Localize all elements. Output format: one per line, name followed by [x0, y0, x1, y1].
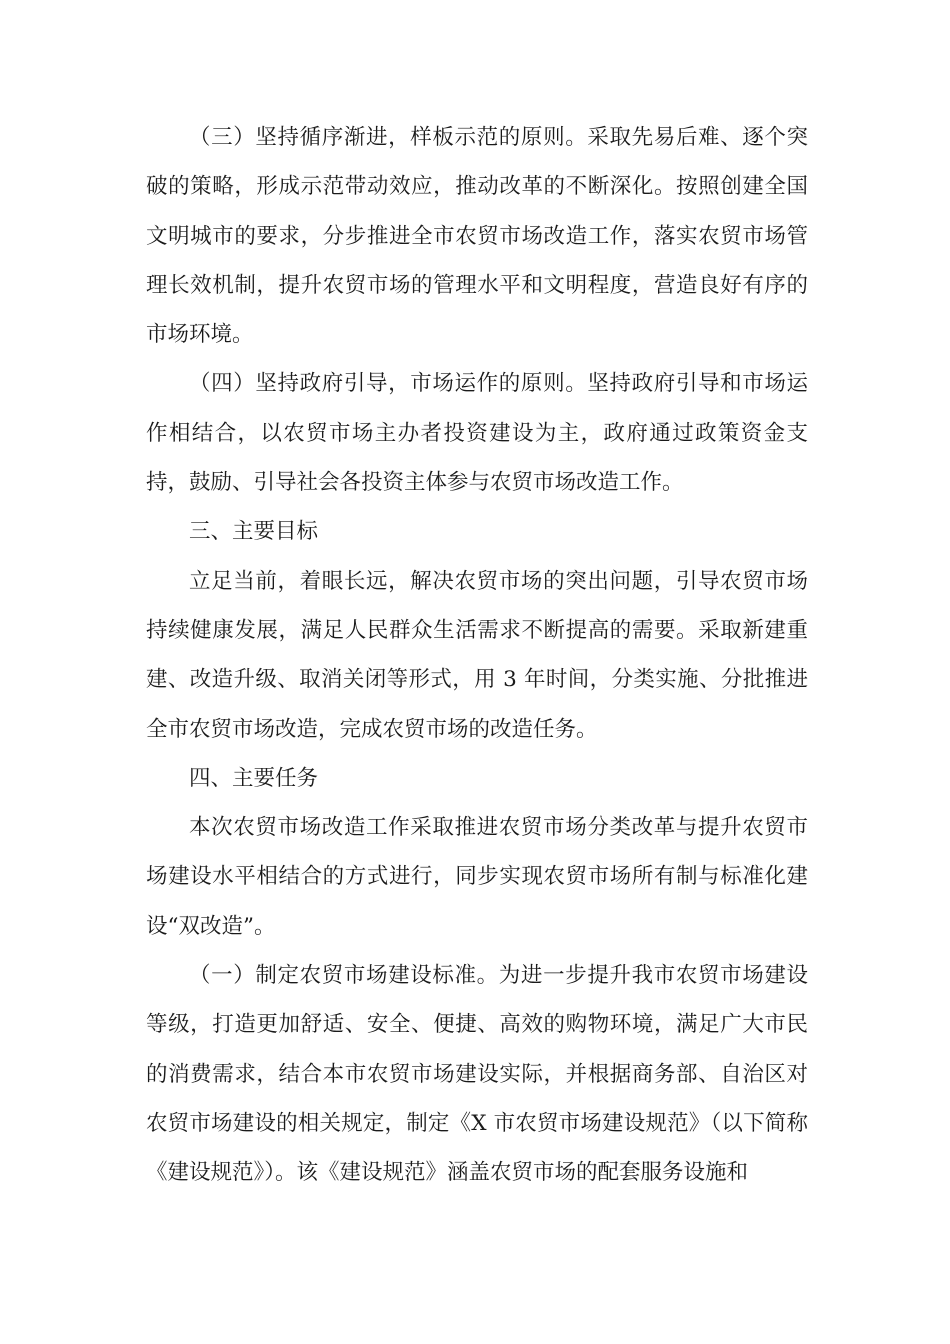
section-heading-main-tasks: 四、主要任务	[189, 765, 319, 791]
paragraph-task-1: （一）制定农贸市场建设标准。为进一步提升我市农贸市场建设等级，打造更加舒适、安全、便捷、高效的购物环境，满足广大市民的消费需求，结合本市农贸市场建设实际，并根据商务部、自治区对农贸市场建设的相关规定，制定《X 市农贸市场建设规范》（以下简称《建设规范》）。该《建设规范》涵盖农贸市场的配套服务设施和	[146, 963, 808, 1186]
section-heading-main-goals: 三、主要目标	[189, 519, 319, 545]
paragraph-principle-3: （三）坚持循序渐进，样板示范的原则。采取先易后难、逐个突破的策略，形成示范带动效应，推动改革的不断深化。按照创建全国文明城市的要求，分步推进全市农贸市场改造工作，落实农贸市场管理长效机制，提升农贸市场的管理水平和文明程度，营造良好有序的市场环境。	[146, 125, 808, 348]
paragraph-main-goals: 立足当前，着眼长远，解决农贸市场的突出问题，引导农贸市场持续健康发展，满足人民群众生活需求不断提高的需要。采取新建重建、改造升级、取消关闭等形式，用 3 年时间，分类实施、分批推进全市农贸市场改造，完成农贸市场的改造任务。	[146, 568, 808, 742]
paragraph-principle-4: （四）坚持政府引导，市场运作的原则。坚持政府引导和市场运作相结合，以农贸市场主办者投资建设为主，政府通过政策资金支持，鼓励、引导社会各投资主体参与农贸市场改造工作。	[146, 371, 808, 496]
document-body	[146, 113, 808, 1198]
paragraph-main-tasks-intro: 本次农贸市场改造工作采取推进农贸市场分类改革与提升农贸市场建设水平相结合的方式进行，同步实现农贸市场所有制与标准化建设“双改造”。	[146, 815, 808, 939]
